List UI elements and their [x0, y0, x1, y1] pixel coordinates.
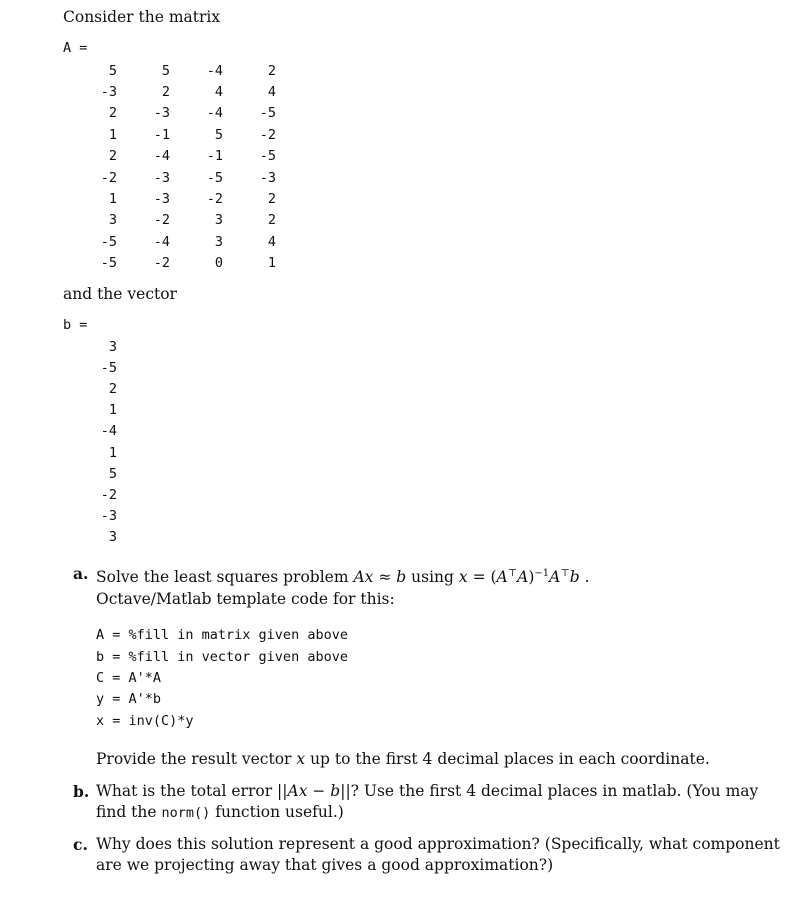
- question-c-line1: Why does this solution represent a good approximation? (Specifically, what component: [96, 835, 780, 853]
- question-b-line2-before: find the: [96, 803, 157, 821]
- vector-label: b =: [63, 317, 88, 333]
- matrix-cell: -5: [259, 105, 276, 122]
- vector-entry: -5: [100, 359, 117, 376]
- matrix-cell: -1: [206, 148, 223, 165]
- matrix-cell: -5: [206, 169, 223, 186]
- matrix-cell: 0: [214, 255, 223, 272]
- matrix-cell: -2: [100, 169, 117, 186]
- matrix-row: [84, 210, 276, 231]
- matrix-a: [84, 60, 276, 274]
- matrix-cell: -1: [153, 126, 170, 143]
- question-c-label: c.: [73, 835, 88, 854]
- code-line: x = inv(C)*y: [96, 713, 194, 729]
- matrix-cell: -5: [259, 148, 276, 165]
- code-line: A = %fill in matrix given above: [96, 627, 348, 643]
- matrix-row: [84, 188, 276, 209]
- matrix-cell: -4: [206, 105, 223, 122]
- question-b-label: b.: [73, 782, 90, 801]
- question-a-text-before: Solve the least squares problem: [96, 568, 349, 587]
- vector-entry: 2: [108, 380, 117, 397]
- code-line: y = A'*b: [96, 691, 162, 707]
- vector-b: [84, 336, 117, 548]
- matrix-cell: -3: [153, 105, 170, 122]
- least-squares-expression: Ax ≈ b: [353, 568, 407, 587]
- matrix-row: [84, 231, 276, 252]
- matrix-cell: -2: [259, 126, 276, 143]
- matrix-cell: -3: [100, 84, 117, 101]
- matrix-row: [84, 253, 276, 274]
- question-c-line2: are we projecting away that gives a good approximation?): [96, 856, 554, 874]
- matrix-cell: 5: [108, 62, 117, 79]
- question-b-text-before: What is the total error: [96, 782, 273, 800]
- matrix-cell: 4: [267, 233, 276, 250]
- matrix-cell: 2: [108, 148, 117, 165]
- matrix-cell: -4: [153, 233, 170, 250]
- question-a-text: [96, 563, 590, 588]
- question-b-line2-after: function useful.): [215, 803, 344, 821]
- matrix-cell: -3: [153, 169, 170, 186]
- matrix-cell: 1: [108, 126, 117, 143]
- vector-entry: -4: [100, 423, 117, 440]
- matrix-row: [84, 81, 276, 102]
- code-line: C = A'*A: [96, 670, 162, 686]
- matrix-cell: 2: [267, 212, 276, 229]
- matrix-cell: -3: [259, 169, 276, 186]
- matrix-row: [84, 124, 276, 145]
- matrix-cell: -3: [153, 191, 170, 208]
- matrix-cell: 5: [161, 62, 170, 79]
- matrix-cell: -2: [153, 212, 170, 229]
- vector-entry: -3: [100, 508, 117, 525]
- matrix-cell: -4: [206, 62, 223, 79]
- variable-x: x: [296, 750, 306, 768]
- matrix-cell: 2: [108, 105, 117, 122]
- vector-entry: 3: [108, 338, 117, 355]
- matrix-cell: 2: [161, 84, 170, 101]
- matrix-cell: 3: [214, 212, 223, 229]
- matrix-cell: -5: [100, 233, 117, 250]
- result-text-after: up to the first 4 decimal places in each coordinate.: [310, 750, 710, 768]
- question-b-text-mid: ? Use the first 4 decimal places in matlab. (You may: [350, 782, 759, 800]
- question-a-label: a.: [73, 564, 89, 583]
- intro-text: Consider the matrix: [63, 8, 221, 26]
- matrix-row: [84, 103, 276, 124]
- matrix-row: [84, 146, 276, 167]
- matrix-cell: 5: [214, 126, 223, 143]
- matrix-row: [84, 60, 276, 81]
- question-b-line1: [96, 781, 758, 802]
- matrix-label: A =: [63, 40, 88, 56]
- code-line: b = %fill in vector given above: [96, 649, 348, 665]
- matrix-cell: 3: [214, 233, 223, 250]
- template-intro: Octave/Matlab template code for this:: [96, 590, 395, 608]
- matrix-cell: 2: [267, 191, 276, 208]
- matrix-cell: 1: [267, 255, 276, 272]
- matrix-cell: -5: [100, 255, 117, 272]
- vector-entry: 5: [108, 465, 117, 482]
- normal-equation-formula: $x = (A^⊤A)^{-1}A^⊤b$ .: [458, 568, 590, 587]
- result-text-before: Provide the result vector: [96, 750, 292, 768]
- matrix-cell: -2: [153, 255, 170, 272]
- matrix-cell: 3: [108, 212, 117, 229]
- vector-entry: -2: [100, 486, 117, 503]
- matrix-cell: -4: [153, 148, 170, 165]
- result-instruction: [96, 749, 710, 770]
- vector-intro-text: and the vector: [63, 285, 177, 303]
- matrix-cell: 1: [108, 191, 117, 208]
- matrix-cell: 2: [267, 62, 276, 79]
- vector-entry: 1: [108, 402, 117, 419]
- matrix-row: [84, 167, 276, 188]
- matrix-cell: -2: [206, 191, 223, 208]
- question-b-line2: [96, 802, 344, 824]
- vector-entry: 3: [108, 529, 117, 546]
- matrix-cell: 4: [214, 84, 223, 101]
- question-a-text-using: using: [411, 568, 454, 587]
- vector-entry: 1: [108, 444, 117, 461]
- matrix-cell: 4: [267, 84, 276, 101]
- norm-function-code: norm(): [161, 805, 211, 821]
- error-norm-expression: ||Ax − b||: [277, 782, 351, 800]
